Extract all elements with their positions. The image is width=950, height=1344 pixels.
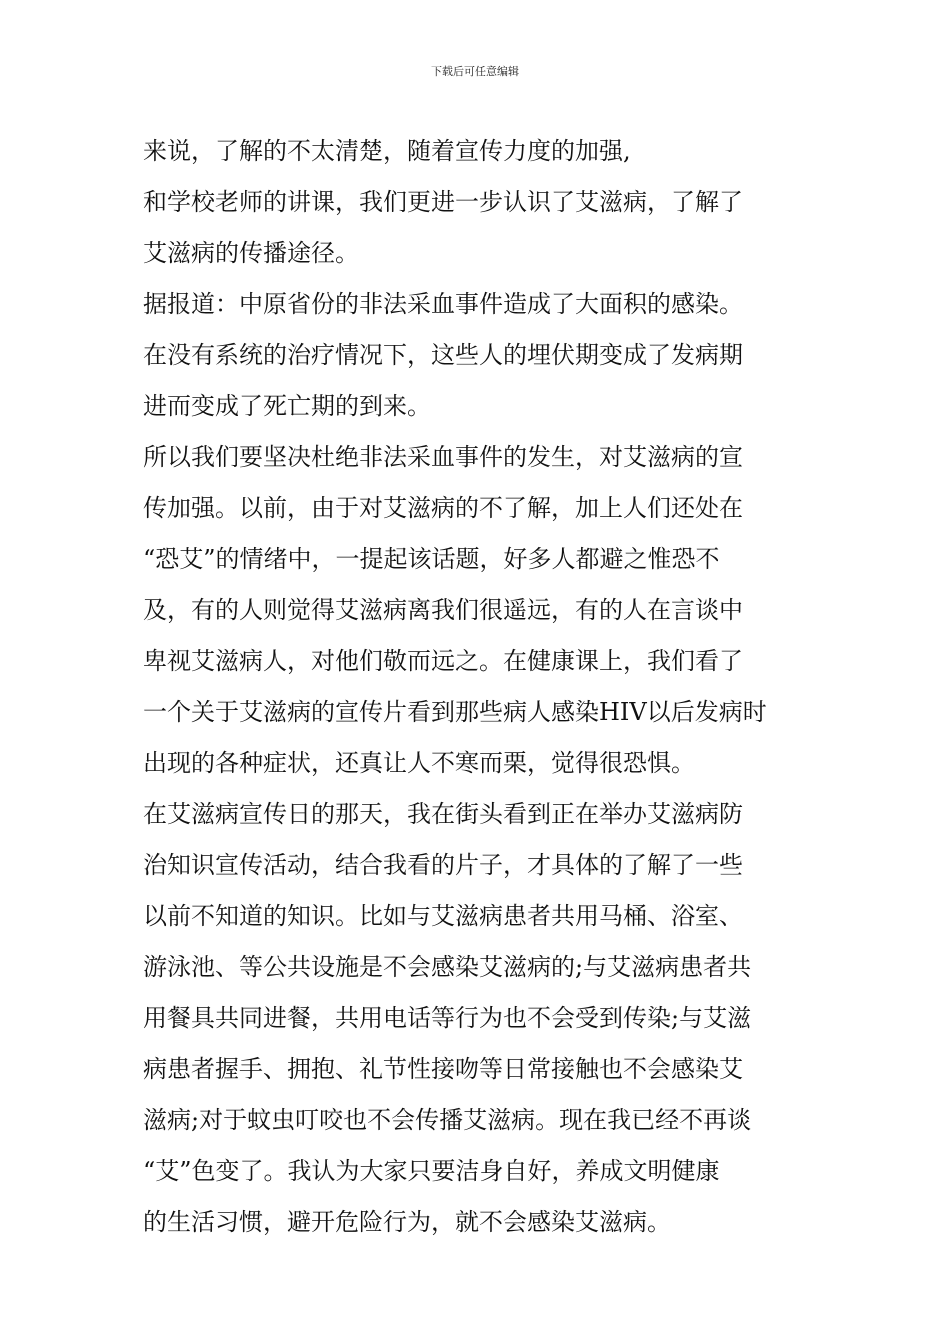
text-line: 进而变成了死亡期的到来。 xyxy=(143,392,431,420)
text-line: 和学校老师的讲课，我们更进一步认识了艾滋病，了解了 xyxy=(143,188,743,216)
text-line: 一个关于艾滋病的宣传片看到那些病人感染HIV以后发病时 xyxy=(143,698,767,726)
text-line: 所以我们要坚决杜绝非法采血事件的发生，对艾滋病的宣 xyxy=(143,443,743,471)
text-line: “恐艾”的情绪中，一提起该话题，好多人都避之惟恐不 xyxy=(143,545,720,573)
text-line: 滋病;对于蚊虫叮咬也不会传播艾滋病。现在我已经不再谈 xyxy=(143,1106,752,1134)
text-line: 用餐具共同进餐，共用电话等行为也不会受到传染;与艾滋 xyxy=(143,1004,752,1032)
text-line: 病患者握手、拥抱、礼节性接吻等日常接触也不会感染艾 xyxy=(143,1055,743,1083)
text-line: “艾”色变了。我认为大家只要洁身自好，养成文明健康 xyxy=(143,1157,720,1185)
text-line: 据报道：中原省份的非法采血事件造成了大面积的感染。 xyxy=(143,290,743,318)
text-line: 卑视艾滋病人，对他们敬而远之。在健康课上，我们看了 xyxy=(143,647,743,675)
text-line: 以前不知道的知识。比如与艾滋病患者共用马桶、浴室、 xyxy=(143,902,743,930)
page-header: 下载后可任意编辑 xyxy=(431,65,519,78)
text-line: 传加强。以前，由于对艾滋病的不了解，加上人们还处在 xyxy=(143,494,743,522)
text-line: 及，有的人则觉得艾滋病离我们很遥远，有的人在言谈中 xyxy=(143,596,743,624)
text-line: 的生活习惯，避开危险行为，就不会感染艾滋病。 xyxy=(143,1208,671,1236)
document-body xyxy=(143,126,807,1248)
text-line: 来说，了解的不太清楚，随着宣传力度的加强, xyxy=(143,137,631,165)
text-line: 出现的各种症状，还真让人不寒而栗，觉得很恐惧。 xyxy=(143,749,695,777)
text-line: 在艾滋病宣传日的那天，我在街头看到正在举办艾滋病防 xyxy=(143,800,743,828)
text-line: 游泳池、等公共设施是不会感染艾滋病的;与艾滋病患者共 xyxy=(143,953,752,981)
text-line: 艾滋病的传播途径。 xyxy=(143,239,359,267)
text-line: 治知识宣传活动，结合我看的片子，才具体的了解了一些 xyxy=(143,851,743,879)
text-line: 在没有系统的治疗情况下，这些人的埋伏期变成了发病期 xyxy=(143,341,743,369)
